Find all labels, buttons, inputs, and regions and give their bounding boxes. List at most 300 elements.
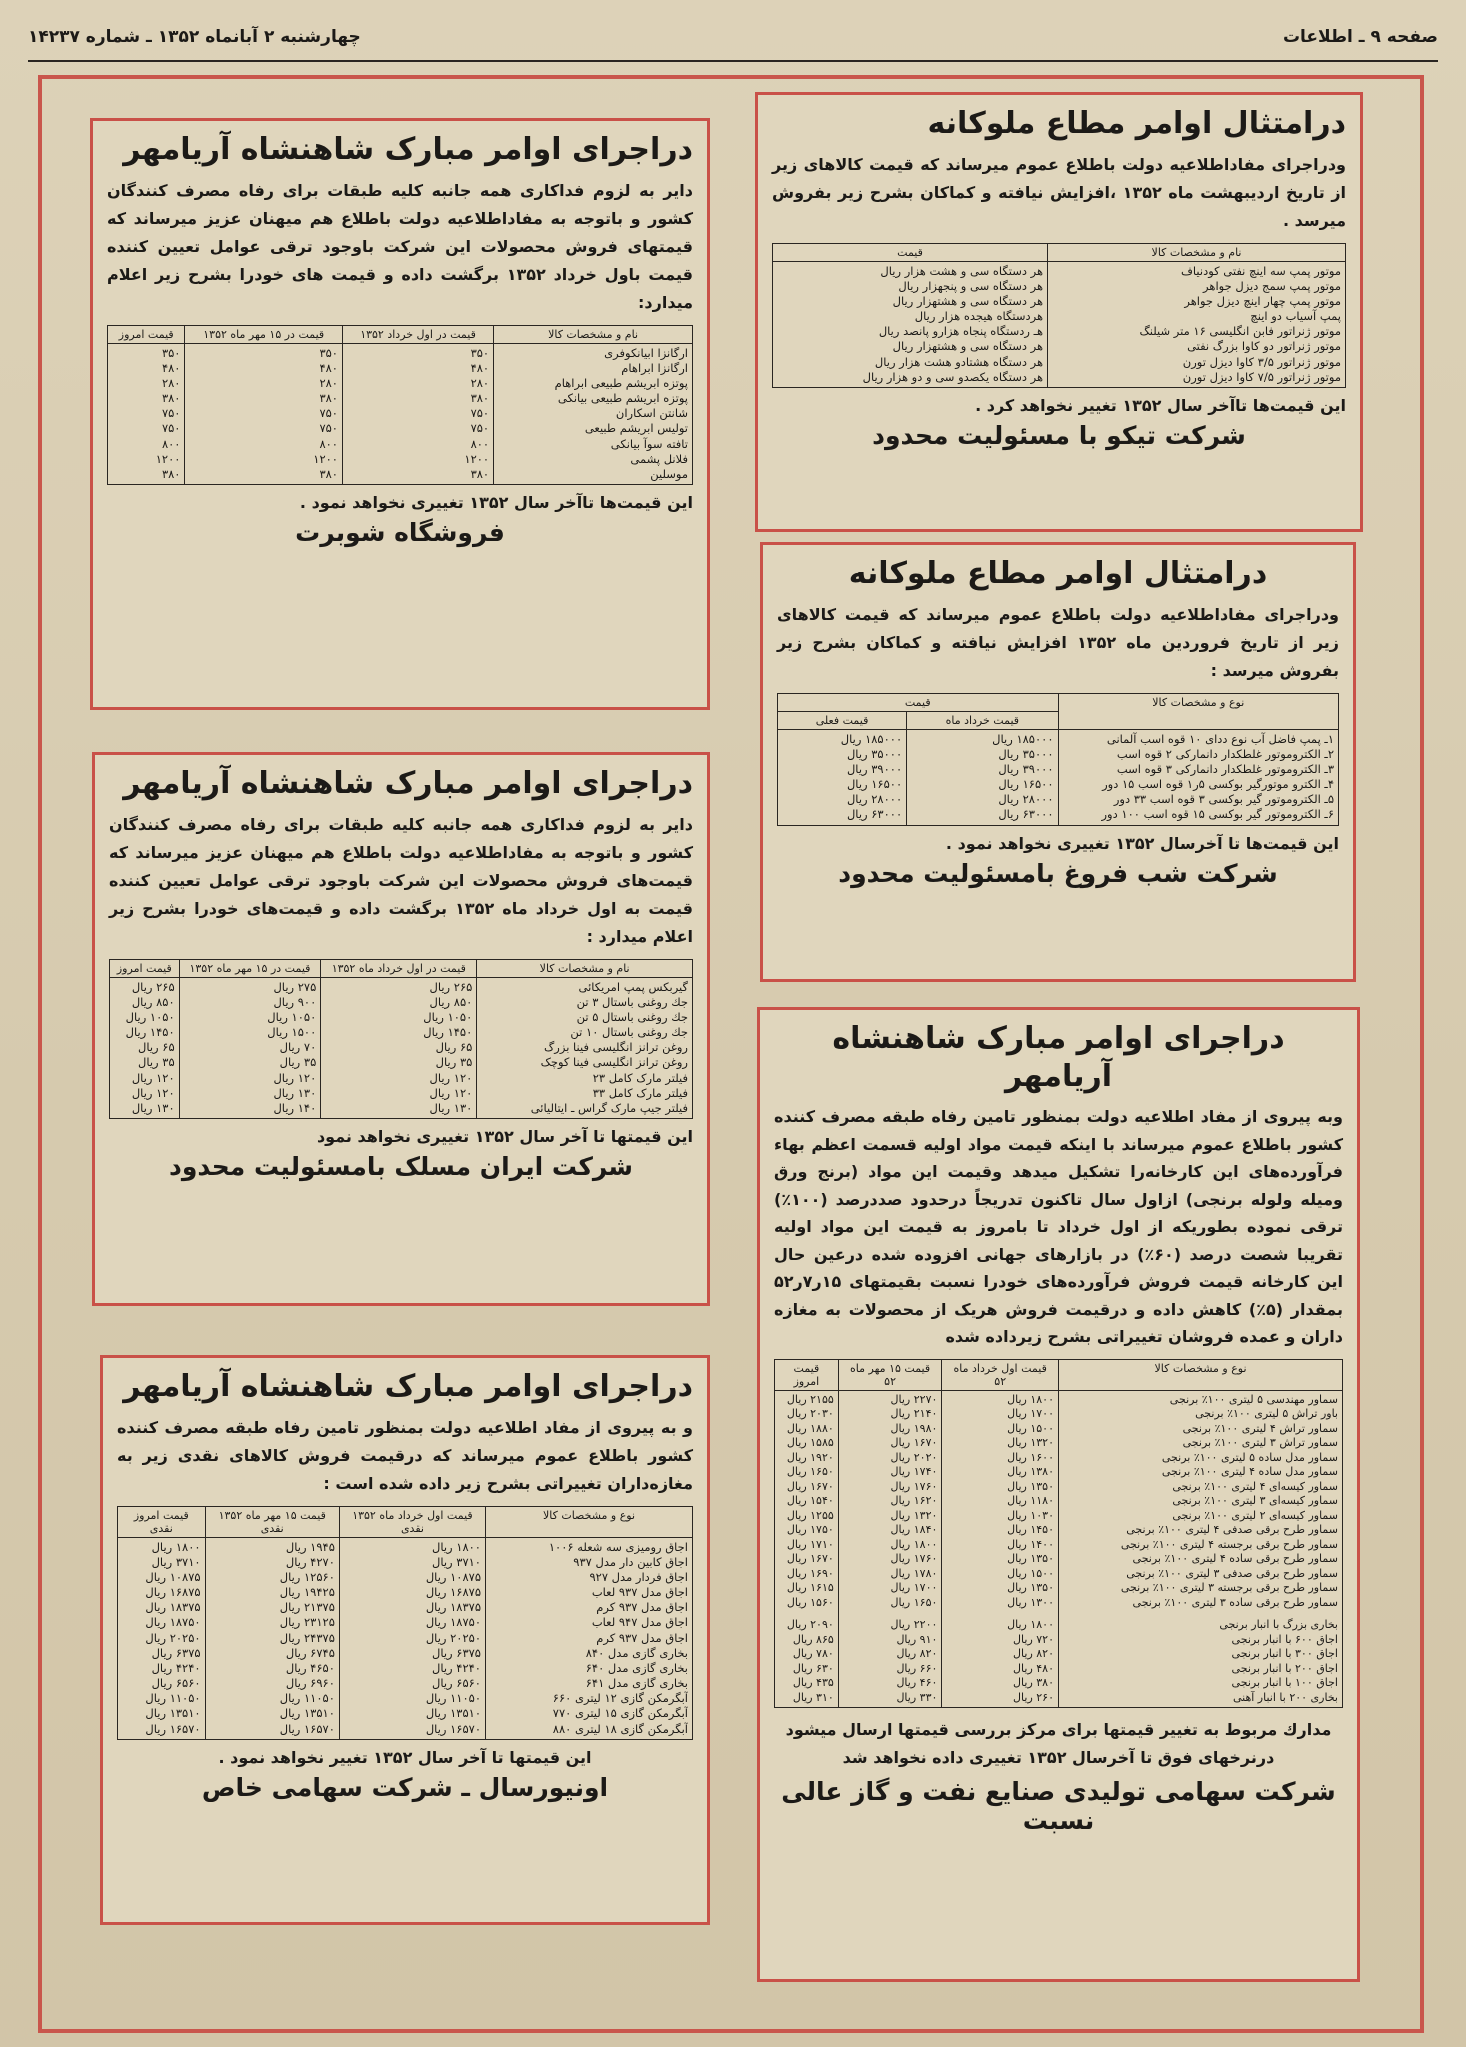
price-column: [838, 1390, 942, 1708]
table-header: قیمت اول خرداد ماه ۵۲: [942, 1359, 1059, 1390]
table-cell: ۱۶۵۰۰ ریال: [846, 777, 903, 792]
table-cell: ۵ـ الکتروموتور گیر بوکسی ۳ قوه اسب ۳۳ دور: [1113, 792, 1334, 807]
table-cell: اجاق ۳۰۰ با انبار برنجی: [1231, 1647, 1338, 1661]
table-cell: موتور ژنراتور فابن انگلیسی ۱۶ متر شیلنگ: [1139, 324, 1341, 339]
table-cell: ۳۵ ریال: [435, 1055, 473, 1070]
ad-note: این قیمت‌ها تاآخر سال ۱۳۵۲ تغییر نخواهد کرد .: [975, 395, 1346, 415]
table-header: قیمت در ۱۵ مهر ماه ۱۳۵۲: [179, 959, 321, 977]
ad-intro: ودراجرای مفاداطلاعیه دولت باطلاع عموم میرساند که قیمت کالاهای زیر از تاریخ اردیبهشت ماه ۱۳۵۲ ،افزایش نیافته و کماکان بشرح زیر بفروش میرسد .: [772, 154, 1347, 230]
table-cell: ۶۵۶۰ ریال: [432, 1676, 481, 1691]
table-cell: هر دستگاه سی و هشت هزار ریال: [880, 263, 1044, 278]
table-cell: ۱۰۵۰ ریال: [267, 1009, 317, 1024]
table-cell: بخاری بزرگ با انبار برنجی: [1219, 1618, 1338, 1632]
ad-aliasbat: [757, 1007, 1360, 1982]
table-cell: ۳۸۰: [319, 466, 338, 481]
items-column: [1058, 729, 1339, 825]
table-cell: ۲۰۳۰ ریال: [786, 1407, 834, 1421]
table-cell: ۱۷۶۰ ریال: [890, 1479, 938, 1493]
table-cell: هر دستگاه سی و هشتهزار ریال: [892, 339, 1044, 354]
table-cell: ۱۹۲۰ ریال: [786, 1450, 834, 1464]
table-cell: ۸۰۰: [161, 436, 181, 451]
table-cell: آبگرمکن گازی ۱۸ لیتری ۸۸۰: [552, 1721, 688, 1736]
table-cell: ۱۶۵۷۰ ریال: [425, 1721, 481, 1736]
table-cell: ۱۳۵۱۰ ریال: [279, 1706, 335, 1721]
table-cell: ۱۸۰۰ ریال: [1007, 1618, 1054, 1632]
table-cell: سماور طرح برقی ساده ۴ لیتری ۱۰۰٪ برنجی: [1132, 1552, 1338, 1566]
table-cell: اجاق کابین دار مدل ۹۳۷: [573, 1554, 688, 1569]
table-cell: ۱۳۵۰ ریال: [1007, 1552, 1054, 1566]
table-cell: ارگانزا ابیانکوفری: [604, 345, 688, 360]
ad-tikou: [755, 92, 1363, 532]
table-header: قیمت امروز نقدی: [118, 1506, 206, 1537]
table-cell: ۳۷۱۰ ریال: [151, 1554, 201, 1569]
table-cell: سماور طرح برقی صدفی ۳ لیتری ۱۰۰٪ برنجی: [1126, 1566, 1338, 1580]
items-column: [1059, 1390, 1343, 1708]
table-cell: پوتزه ابریشم طبیعی ابراهام: [554, 375, 688, 390]
table-cell: ۱۴۰۰ ریال: [1007, 1537, 1054, 1551]
table-cell: ۴۳۵ ریال: [792, 1676, 834, 1690]
table-cell: ۱۵۶۰ ریال: [786, 1595, 834, 1609]
ad-title: دراجرای اوامر مبارک شاهنشاه آریامهر: [123, 766, 693, 801]
table-cell: ۱۳۵۱۰ ریال: [425, 1706, 481, 1721]
items-column: [486, 1537, 693, 1739]
table-cell: ۷۵۰: [319, 406, 338, 421]
table-cell: ۴۸۰: [470, 360, 490, 375]
table-cell: ۲۸۰: [470, 375, 490, 390]
table-cell: ۳۳۰ ریال: [896, 1690, 938, 1704]
table-cell: اجاق ۲۰۰ با انبار برنجی: [1231, 1661, 1338, 1675]
ad-note: مدارك مربوط به تغییر قیمتها برای مرکز بررسی قیمتها ارسال میشود درنرخهای فوق تا آخرسال ۱۳۵۲ تغییری داده نخواهد شد: [785, 1720, 1332, 1767]
table-cell: ۱۶۵۰ ریال: [890, 1595, 938, 1609]
table-cell: ۳۸۰: [161, 391, 181, 406]
table-cell: ۱۷۸۰ ریال: [890, 1566, 938, 1580]
table-cell: هر دستگاه یکصدو سی و دو هزار ریال: [862, 369, 1044, 384]
table-cell: جك روغنی باستال ۱۰ تن: [570, 1025, 688, 1040]
price-table: [777, 693, 1339, 826]
table-cell: ۷۰ ریال: [279, 1040, 317, 1055]
table-cell: ۱۲۰ ریال: [131, 1070, 175, 1085]
table-cell: سماور تراش ۳ لیتری ۱۰۰٪ برنجی: [1182, 1436, 1338, 1450]
table-cell: ۳۸۰: [470, 466, 490, 481]
table-cell: ۷۵۰: [470, 421, 490, 436]
table-cell: ۲۷۵ ریال: [273, 979, 317, 994]
table-cell: ۴۶۵۰ ریال: [285, 1660, 335, 1675]
table-cell: ۸۲۰ ریال: [1013, 1647, 1054, 1661]
table-header: قیمت در اول خرداد ۱۳۵۲: [342, 325, 493, 343]
table-cell: سماور کیسه‌ای ۳ لیتری ۱۰۰٪ برنجی: [1172, 1494, 1338, 1508]
table-cell: ۱۰۵۰ ریال: [423, 1009, 473, 1024]
ad-note: این قیمتها تا آخر سال ۱۳۵۲ تغییری نخواهد نمود: [316, 1127, 693, 1147]
table-cell: ۱۰۸۷۵ ریال: [425, 1569, 481, 1584]
table-cell: ۲۲۷۰ ریال: [890, 1392, 938, 1406]
table-header: نام و مشخصات کالا: [477, 959, 693, 977]
table-header: نوع و مشخصات کالا: [1059, 1359, 1343, 1390]
table-header: قیمت اول خرداد ماه ۱۳۵۲ نقدی: [339, 1506, 485, 1537]
table-cell: ۲۳۱۲۵ ریال: [279, 1615, 335, 1630]
price-column: [778, 729, 907, 825]
page-header: [28, 14, 1438, 62]
table-cell: ۷۵۰: [470, 406, 490, 421]
table-cell: ۲۶۵ ریال: [131, 979, 175, 994]
table-cell: ۲۰۲۰ ریال: [890, 1450, 938, 1464]
table-cell: ۱۵۰۰ ریال: [1007, 1421, 1054, 1435]
table-cell: اجاق فردار مدل ۹۲۷: [589, 1569, 688, 1584]
table-cell: ۲۸۰: [319, 375, 338, 390]
ad-signature: شرکت ایران مسلک بامسئولیت محدود: [168, 1152, 634, 1182]
table-cell: بخاری گازی مدل ۶۴۰: [585, 1660, 688, 1675]
table-cell: ۱۷۰۰ ریال: [1007, 1407, 1054, 1421]
price-column: [321, 977, 477, 1119]
table-cell: سماور تراش ۴ لیتری ۱۰۰٪ برنجی: [1182, 1421, 1338, 1435]
table-cell: اجاق رومیزی سه شعله ۱۰۰۶: [548, 1539, 688, 1554]
table-cell: سماور طرح برقی صدفی ۴ لیتری ۱۰۰٪ برنجی: [1126, 1523, 1338, 1537]
table-cell: فلانل پشمی: [630, 451, 688, 466]
price-column: [942, 1390, 1059, 1708]
table-cell: ۱۸۷۵۰ ریال: [145, 1615, 201, 1630]
price-column: [775, 1390, 839, 1708]
table-cell: ۲۲۰۰ ریال: [890, 1618, 938, 1632]
table-cell: ۱۸۷۵۰ ریال: [425, 1615, 481, 1630]
table-cell: شانتن اسکاران: [615, 406, 688, 421]
table-cell: آبگرمکن گازی ۱۲ لیتری ۶۶۰: [552, 1691, 688, 1706]
table-cell: هـ ردستگاه پنجاه هزارو پانصد ریال: [878, 324, 1044, 339]
ad-signature: فروشگاه شوبرت: [295, 518, 505, 548]
table-header: نام و مشخصات کالا: [494, 325, 693, 343]
price-column: [205, 1537, 339, 1739]
table-cell: سماور مدل ساده ۵ لیتری ۱۰۰٪ برنجی: [1161, 1450, 1338, 1464]
table-header: قیمت در ۱۵ مهر ماه ۱۳۵۲: [185, 325, 343, 343]
table-cell: فیلتر مارک کامل ۳۳: [592, 1085, 688, 1100]
table-cell: ۱۷۶۰ ریال: [890, 1552, 938, 1566]
price-column: [907, 729, 1058, 825]
ad-intro: ودراجرای مفاداطلاعیه دولت باطلاع عموم میرساند که قیمت کالاهای زیر از تاریخ فروردین ماه ۱۳۵۲ افزایش نیافته و کماکان بشرح زیر بفروش میرسد :: [777, 604, 1339, 680]
price-column: [185, 343, 343, 485]
table-cell: ۱۲۰۰: [464, 451, 490, 466]
ad-title: دراجرای اوامر مبارک شاهنشاه آریامهر: [123, 132, 693, 167]
table-header: قیمت در اول خرداد ماه ۱۳۵۲: [321, 959, 477, 977]
table-header: قیمت ۱۵ مهر ماه ۱۳۵۲ نقدی: [205, 1506, 339, 1537]
table-cell: ۷۵۰: [161, 421, 181, 436]
price-column: [118, 1537, 206, 1739]
table-cell: آبگرمکن گازی ۱۵ لیتری ۷۷۰: [552, 1706, 688, 1721]
table-cell: تافته سوآ بیانکی: [610, 436, 688, 451]
table-cell: ۶۳۰۰۰ ریال: [998, 807, 1054, 822]
table-cell: ۱۹۴۵ ریال: [285, 1539, 335, 1554]
table-cell: هر دستگاه هشتادو هشت هزار ریال: [874, 354, 1044, 369]
table-cell: ۶۳۰ ریال: [792, 1661, 834, 1675]
table-cell: ۸۲۰ ریال: [896, 1647, 938, 1661]
table-cell: ۱۶۸۷۵ ریال: [145, 1585, 201, 1600]
table-cell: ۴۸۰: [319, 360, 338, 375]
table-cell: ۱۲۰ ریال: [273, 1070, 317, 1085]
table-cell: جك روغنی باستال ۳ تن: [576, 994, 688, 1009]
ad-signature: اونیورسال ـ شرکت سهامی خاص: [201, 1772, 609, 1802]
table-cell: ۱۶۵۰ ریال: [786, 1465, 834, 1479]
table-cell: اجاق مدل ۹۳۷ کرم: [596, 1630, 688, 1645]
table-cell: ۱۱۰۵۰ ریال: [279, 1691, 335, 1706]
table-cell: ۸۵۰ ریال: [131, 994, 175, 1009]
table-cell: روغن ترانز انگلیسی فینا بزرگ: [544, 1040, 688, 1055]
table-cell: هر دستگاه سی و پنجهزار ریال: [898, 278, 1044, 293]
row-gap: [843, 1610, 938, 1618]
table-cell: ۳۵ ریال: [138, 1055, 175, 1070]
table-cell: سماور طرح برقی برجسته ۳ لیتری ۱۰۰٪ برنجی: [1120, 1581, 1338, 1595]
table-cell: ۱۶۵۷۰ ریال: [279, 1721, 335, 1736]
table-cell: سماور کیسه‌ای ۲ لیتری ۱۰۰٪ برنجی: [1172, 1508, 1338, 1522]
table-cell: ۱۴۵۰ ریال: [1007, 1523, 1054, 1537]
table-header: قیمت امروز: [110, 959, 180, 977]
table-cell: پمپ آسیاب دو اینچ: [1250, 309, 1341, 324]
ad-title: درامتثال اوامر مطاع ملوکانه: [848, 556, 1268, 591]
row-gap: [779, 1610, 834, 1618]
ad-note: این قیمت‌ها تا آخرسال ۱۳۵۲ تغییری نخواهد نمود .: [945, 833, 1339, 853]
table-cell: ۱۶۷۰ ریال: [786, 1552, 834, 1566]
table-cell: ۴۲۴۰ ریال: [432, 1660, 481, 1675]
ad-intro: دایر به لزوم فداکاری همه جانبه کلیه طبقات برای رفاه مصرف کنندگان کشور و باتوجه به مفاداطلاعیه دولت باطلاع هم میهنان عزیز میرساند که قیمت‌های فروش محصولات این شرکت باوجود ترقی عوامل تعیین کننده قیمت به اول خرداد ماه ۱۳۵۲ برگشت داده و قیمت‌های خودرا بشرح زیر اعلام میدارد :: [109, 814, 694, 946]
table-cell: ۱۴۰ ریال: [273, 1100, 317, 1115]
items-column: [494, 343, 693, 485]
ad-signature: شرکت تیکو با مسئولیت محدود: [872, 420, 1246, 450]
table-cell: ۷۵۰: [319, 421, 338, 436]
table-cell: ۶۳۷۵ ریال: [151, 1645, 201, 1660]
price-table: [772, 243, 1346, 388]
table-cell: ۲۱۴۰ ریال: [890, 1407, 938, 1421]
table-cell: ۱۹۴۲۵ ریال: [279, 1585, 335, 1600]
prices-column: [773, 261, 1048, 387]
table-cell: ۱۲۵۵ ریال: [786, 1508, 834, 1522]
row-gap: [1063, 1610, 1338, 1618]
price-column: [342, 343, 493, 485]
table-cell: موتور ژنراتور ۷/۵ کاوا دیزل تورن: [1182, 369, 1341, 384]
table-cell: بخاری گازی مدل ۶۴۱: [585, 1676, 688, 1691]
table-cell: ۳۷۱۰ ریال: [432, 1554, 481, 1569]
table-cell: ۲۴۳۷۵ ریال: [279, 1630, 335, 1645]
table-cell: ۶۷۴۵ ریال: [285, 1645, 335, 1660]
table-cell: ۱۶۵۰۰ ریال: [998, 777, 1054, 792]
table-cell: ۱۶۰۰ ریال: [1007, 1450, 1054, 1464]
table-header: نوع و مشخصات کالا: [1058, 693, 1339, 729]
ad-shoubert: [90, 118, 710, 710]
table-header: نوع و مشخصات کالا: [486, 1506, 693, 1537]
table-cell: ۴۸۰ ریال: [1013, 1661, 1054, 1675]
table-cell: پوتزه ابریشم طبیعی بیانکی: [557, 391, 688, 406]
table-cell: ۱۷۰۰ ریال: [890, 1581, 938, 1595]
table-cell: ۱۶۸۷۵ ریال: [425, 1585, 481, 1600]
table-cell: ۱۱۰۵۰ ریال: [145, 1691, 201, 1706]
table-cell: ۹۱۰ ریال: [896, 1632, 938, 1646]
table-cell: ۱۲۰۰: [313, 451, 338, 466]
table-cell: جك روغنی باستال ۵ تن: [576, 1009, 688, 1024]
price-table: [109, 959, 693, 1120]
table-cell: ۱۳۸۰ ریال: [1007, 1465, 1054, 1479]
table-cell: ۱۲۰ ریال: [429, 1070, 473, 1085]
table-cell: سماور طرح برقی برجسته ۴ لیتری ۱۰۰٪ برنجی: [1120, 1537, 1338, 1551]
table-cell: موتور پمپ سه اینچ نفتی کودنیاف: [1180, 263, 1341, 278]
ad-iranmaslak: [92, 752, 710, 1306]
table-cell: ۸۶۵ ریال: [792, 1632, 834, 1646]
table-cell: موتور ژنراتور دو کاوا بزرگ نفتی: [1187, 339, 1341, 354]
table-cell: ۳۱۰ ریال: [792, 1690, 834, 1704]
table-cell: ۱۸۵۰۰۰ ریال: [992, 731, 1054, 746]
ad-intro: دایر به لزوم فداکاری همه جانبه کلیه طبقات برای رفاه مصرف کنندگان کشور و باتوجه به مفاداطلاعیه دولت باطلاع هم میهنان عزیز میرساند که قیمتهای فروش محصولات این شرکت باوجود ترقی عوامل تعیین کننده قیمت باول خرداد ۱۳۵۲ برگشت داده و قیمت های خودرا بشرح زیر اعلام میدارد:: [107, 180, 693, 312]
table-header: نام و مشخصات کالا: [1048, 243, 1346, 261]
table-cell: اجاق مدل ۹۳۷ کرم: [596, 1600, 688, 1615]
table-cell: ۱۳۵۰ ریال: [1007, 1479, 1054, 1493]
table-cell: فیلتر مارک کامل ۲۳: [592, 1070, 688, 1085]
issue-date-label: چهارشنبه ۲ آبانماه ۱۳۵۲ ـ شماره ۱۴۲۳۷: [28, 27, 361, 47]
table-cell: ۸۰۰: [319, 436, 338, 451]
table-cell: ۷۸۰ ریال: [792, 1647, 834, 1661]
table-cell: ۱۷۱۰ ریال: [786, 1537, 834, 1551]
ad-note: این قیمتها تا آخر سال ۱۳۵۲ تغییر نخواهد نمود .: [218, 1747, 592, 1767]
table-cell: ۲۱۵۵ ریال: [786, 1392, 834, 1406]
ad-title: دراجرای اوامر مبارک شاهنشاه آریامهر: [832, 1021, 1285, 1094]
table-cell: بخاری ۲۰۰ با انبار آهنی: [1232, 1690, 1338, 1704]
table-cell: ۳۵۰: [319, 345, 338, 360]
table-cell: باور تراش ۵ لیتری ۱۰۰٪ برنجی: [1195, 1407, 1338, 1421]
table-cell: ۱۲۰ ریال: [429, 1085, 473, 1100]
items-column: [1048, 261, 1346, 387]
table-cell: ۲۱۳۷۵ ریال: [279, 1600, 335, 1615]
table-cell: ۴۲۴۰ ریال: [151, 1660, 201, 1675]
table-header: قیمت ۱۵ مهر ماه ۵۲: [838, 1359, 942, 1390]
table-cell: ۱۸۰۰ ریال: [890, 1537, 938, 1551]
table-cell: اجاق مدل ۹۳۷ لعاب: [591, 1585, 688, 1600]
table-cell: موسلین: [650, 466, 688, 481]
table-cell: ۱۸۵۰۰۰ ریال: [840, 731, 903, 746]
table-cell: گیربکس پمپ امریکائی: [578, 979, 688, 994]
table-cell: ۲۰۲۵۰ ریال: [145, 1630, 201, 1645]
table-header: قیمت امروز: [775, 1359, 839, 1390]
table-cell: ۷۲۰ ریال: [1013, 1632, 1054, 1646]
table-cell: هر دستگاه سی و هشتهزار ریال: [892, 293, 1044, 308]
table-cell: ۱۸۴۰ ریال: [890, 1523, 938, 1537]
price-column: [179, 977, 321, 1119]
table-cell: ۶۳۰۰۰ ریال: [846, 807, 903, 822]
table-cell: ۱۰۵۰ ریال: [125, 1009, 175, 1024]
table-cell: ۱۵۴۰ ریال: [786, 1494, 834, 1508]
table-cell: ۱۱۸۰ ریال: [1007, 1494, 1054, 1508]
table-header: قیمت خرداد ماه: [907, 711, 1058, 729]
table-cell: ۳۵ ریال: [279, 1055, 317, 1070]
table-cell: ۱۰۸۷۵ ریال: [145, 1569, 201, 1584]
table-cell: ۱۳۰ ریال: [131, 1100, 175, 1115]
table-cell: ۱۸۰۰ ریال: [1007, 1392, 1054, 1406]
table-cell: ۱۷۴۰ ریال: [890, 1465, 938, 1479]
table-cell: ۳۵۰۰۰ ریال: [846, 746, 903, 761]
table-cell: ۱۰۳۰ ریال: [1007, 1508, 1054, 1522]
table-cell: ۱۶۷۰ ریال: [890, 1436, 938, 1450]
ad-title: دراجرای اوامر مبارک شاهنشاه آریامهر: [123, 1369, 693, 1404]
table-cell: ۱۵۸۵ ریال: [786, 1436, 834, 1450]
price-column: [108, 343, 185, 485]
table-cell: روغن ترانز انگلیسی فینا کوچک: [540, 1055, 688, 1070]
table-cell: ۱۶۵۷۰ ریال: [145, 1721, 201, 1736]
table-cell: ۳۹۰۰۰ ریال: [846, 761, 903, 776]
price-table: [107, 325, 693, 486]
table-cell: ۱۱۰۵۰ ریال: [425, 1691, 481, 1706]
table-cell: سماور مهندسی ۵ لیتری ۱۰۰٪ برنجی: [1169, 1392, 1338, 1406]
table-cell: ۱۸۳۷۵ ریال: [145, 1600, 201, 1615]
table-cell: ۲۰۲۵۰ ریال: [425, 1630, 481, 1645]
table-cell: ۱۳۲۰ ریال: [890, 1508, 938, 1522]
table-cell: اجاق ۱۰۰ با انبار برنجی: [1231, 1676, 1338, 1690]
table-cell: ۳۵۰: [470, 345, 490, 360]
table-header: قیمت فعلی: [778, 711, 907, 729]
table-cell: موتور پمپ سمج دیزل جواهر: [1203, 278, 1341, 293]
table-cell: موتور پمپ چهار اینچ دیزل جواهر: [1184, 293, 1341, 308]
ad-intro: و به پیروی از مفاد اطلاعیه دولت بمنظور تامین رفاه طبقه مصرف کننده کشور باطلاع عموم میرساند که درقیمت فروش کالاهای نقدی زیر به مغازه‌داران تغییراتی بشرح زیر داده شده است :: [117, 1417, 693, 1493]
table-cell: ۳۸۰: [161, 466, 181, 481]
table-cell: ۱۵۰۰ ریال: [267, 1025, 317, 1040]
ad-signature: شرکت شب فروغ بامسئولیت محدود: [838, 858, 1278, 888]
table-cell: ۱۸۳۷۵ ریال: [425, 1600, 481, 1615]
items-column: [477, 977, 693, 1119]
row-gap: [946, 1610, 1054, 1618]
table-cell: ۱۳۲۰ ریال: [1007, 1436, 1054, 1450]
table-cell: ۴ـ الکترو موتورگیر بوکسی ۵ر۱ قوه اسب ۱۵ دور: [1102, 777, 1334, 792]
table-cell: ۱۶۱۵ ریال: [786, 1581, 834, 1595]
table-cell: ۱۶۷۰ ریال: [786, 1479, 834, 1493]
table-cell: ۸۰۰: [470, 436, 490, 451]
table-cell: ۶۵۶۰ ریال: [151, 1676, 201, 1691]
page-number-label: صفحه ۹ ـ اطلاعات: [1282, 27, 1438, 47]
table-cell: ۲۶۰ ریال: [1013, 1690, 1054, 1704]
table-cell: ۶ـ الکتروموتور گیر بوکسی ۱۵ قوه اسب ۱۰۰ دور: [1101, 807, 1334, 822]
table-cell: ۳۵۰: [161, 345, 181, 360]
table-cell: ۱۸۸۰ ریال: [786, 1421, 834, 1435]
table-cell: ارگانزا ابراهام: [621, 360, 688, 375]
table-header: قیمت: [778, 693, 1059, 711]
table-cell: ۲ـ الکتروموتور غلطکدار دانمارکی ۲ قوه اسب: [1116, 746, 1334, 761]
table-cell: ۱۳۵۰ ریال: [1007, 1581, 1054, 1595]
table-cell: ۱۴۵۰ ریال: [423, 1025, 473, 1040]
ad-signature: شرکت سهامی تولیدی صنایع نفت و گاز عالی نسبت: [781, 1776, 1336, 1835]
table-cell: ۴۸۰: [161, 360, 181, 375]
table-cell: ۶۳۷۵ ریال: [432, 1645, 481, 1660]
table-cell: ۷۵۰: [161, 406, 181, 421]
table-cell: موتور ژنراتور ۳/۵ کاوا دیزل تورن: [1182, 354, 1341, 369]
table-cell: ۲۸۰۰۰ ریال: [846, 792, 903, 807]
ad-note: این قیمت‌ها تاآخر سال ۱۳۵۲ تغییری نخواهد نمود .: [299, 493, 693, 513]
table-cell: اجاق ۶۰۰ با انبار برنجی: [1231, 1632, 1338, 1646]
table-cell: سماور طرح برقی ساده ۳ لیتری ۱۰۰٪ برنجی: [1132, 1595, 1338, 1609]
table-cell: ۱۶۲۰ ریال: [890, 1494, 938, 1508]
table-cell: ۶۹۶۰ ریال: [285, 1676, 335, 1691]
table-cell: ۲۶۵ ریال: [429, 979, 473, 994]
ad-title: درامتثال اوامر مطاع ملوکانه: [927, 106, 1346, 141]
ad-universal: [100, 1355, 710, 1925]
table-cell: ۱۳۰۰ ریال: [1007, 1595, 1054, 1609]
table-cell: ۱۸۰۰ ریال: [151, 1539, 201, 1554]
table-cell: بخاری گازی مدل ۸۴۰: [585, 1645, 688, 1660]
table-cell: ۱۲۰۰: [155, 451, 181, 466]
table-cell: ۶۵ ریال: [435, 1040, 473, 1055]
table-cell: ۴۲۷۰ ریال: [285, 1554, 335, 1569]
table-cell: ۳ـ الکتروموتور غلطکدار دانمارکی ۳ قوه اسب: [1116, 761, 1334, 776]
ad-shabforough: [760, 542, 1356, 982]
table-cell: ۳۸۰: [470, 391, 490, 406]
table-cell: ۲۸۰: [161, 375, 181, 390]
price-column: [110, 977, 180, 1119]
table-cell: ۶۶۰ ریال: [896, 1661, 938, 1675]
table-cell: ۱۶۹۰ ریال: [786, 1566, 834, 1580]
table-header: قیمت: [773, 243, 1048, 261]
table-cell: ۳۸۰: [319, 391, 338, 406]
table-cell: ۱۹۸۰ ریال: [890, 1421, 938, 1435]
table-cell: ۱۴۵۰ ریال: [125, 1025, 175, 1040]
table-cell: ۳۸۰ ریال: [1013, 1676, 1054, 1690]
